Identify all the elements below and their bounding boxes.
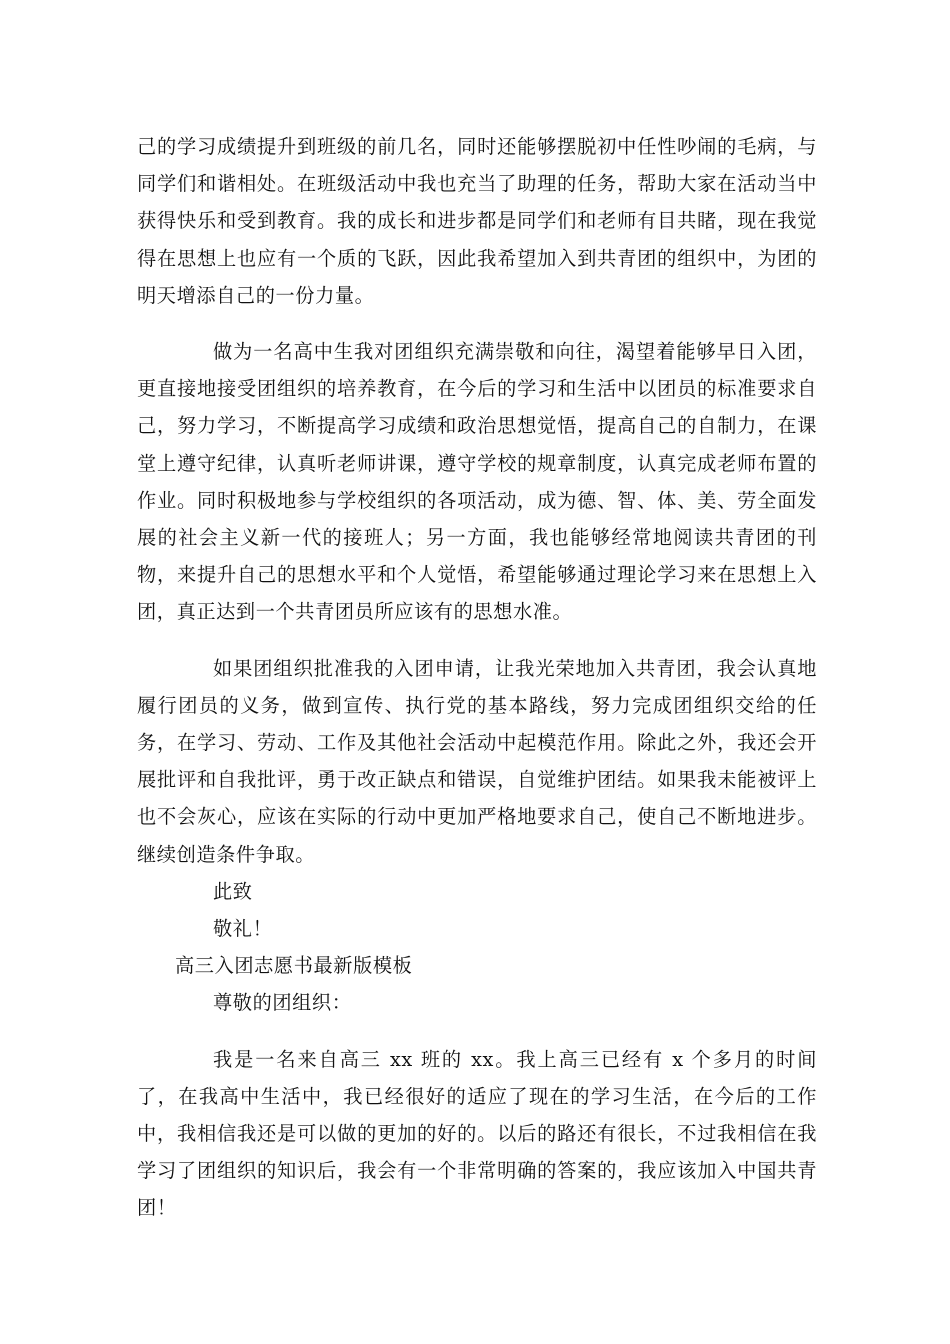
section-title: 高三入团志愿书最新版模板 [175,954,413,978]
closing-regards: 此致 [213,879,253,903]
paragraph-commitment: 如果团组织批准我的入团申请，让我光荣地加入共青团，我会认真地履行团员的义务，做到宣传、执行党的基本路线，努力完成团组织交给的任务，在学习、劳动、工作及其他社会活动中起模范作用。除此之外，我还会开展批评和自我批评，勇于改正缺点和错误，自觉维护团结。如果我未能被评上也不会灰心，应该在实际的行动中更加严格地要求自己，使自己不断地进步。继续创造条件争取。 [137,656,817,866]
paragraph-continued: 己的学习成绩提升到班级的前几名，同时还能够摆脱初中任性吵闹的毛病，与同学们和谐相处。在班级活动中我也充当了助理的任务，帮助大家在活动当中获得快乐和受到教育。我的成长和进步都是同学们和老师有目共睹，现在我觉得在思想上也应有一个质的飞跃，因此我希望加入到共青团的组织中，为团的明天增添自己的一份力量。 [137,135,817,307]
paragraph-aspiration: 做为一名高中生我对团组织充满崇敬和向往，渴望着能够早日入团，更直接地接受团组织的培养教育，在今后的学习和生活中以团员的标准要求自己，努力学习，不断提高学习成绩和政治思想觉悟，提高自己的自制力，在课堂上遵守纪律，认真听老师讲课，遵守学校的规章制度，认真完成老师布置的作业。同时积极地参与学校组织的各项活动，成为德、智、体、美、劳全面发展的社会主义新一代的接班人；另一方面，我也能够经常地阅读共青团的刊物，来提升自己的思想水平和个人觉悟，希望能够通过理论学习来在思想上入团，真正达到一个共青团员所应该有的思想水准。 [137,340,817,624]
salutation: 尊敬的团组织： [213,991,352,1015]
document-body [137,128,817,1227]
paragraph-introduction: 我是一名来自高三 xx 班的 xx。我上高三已经有 x 个多月的时间了，在我高中生活中，我已经很好的适应了现在的学习生活，在今后的工作中，我相信我还是可以做的更加的好的。以后的路还有很长，不过我相信在我学习了团组织的知识后，我会有一个非常明确的答案的，我应该加入中国共青团！ [137,1047,817,1220]
closing-salute: 敬礼！ [213,917,273,941]
